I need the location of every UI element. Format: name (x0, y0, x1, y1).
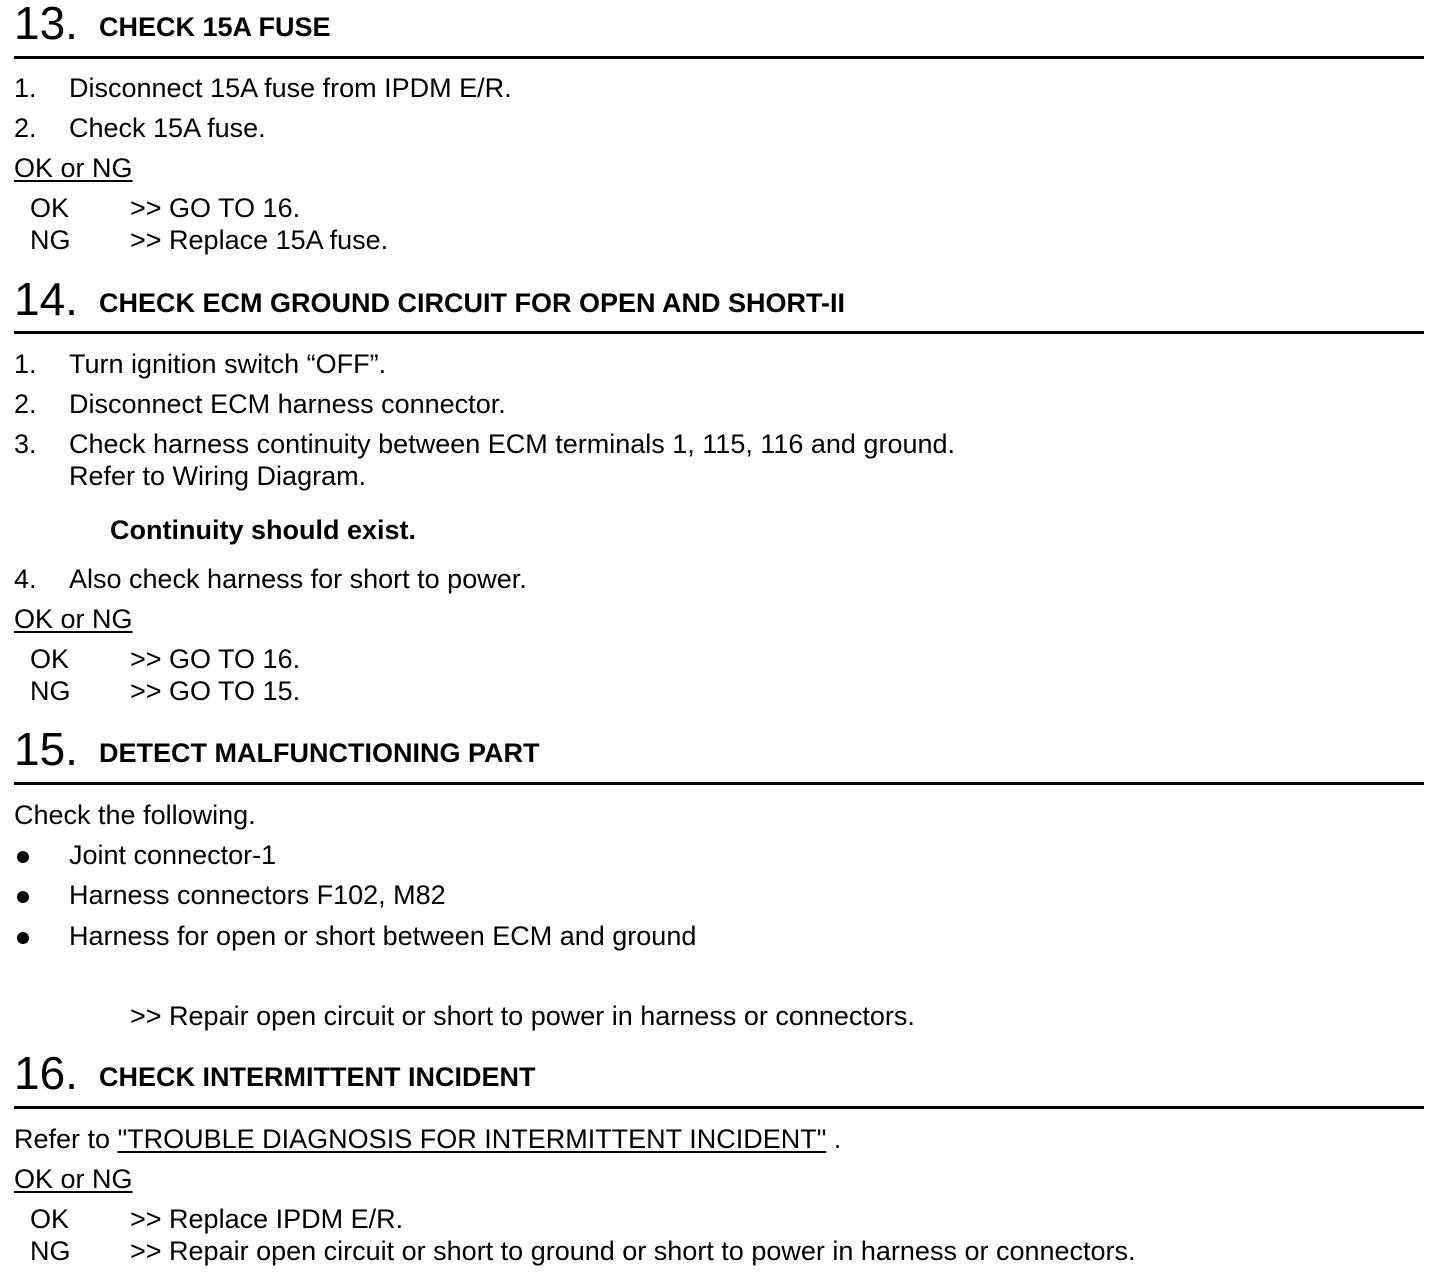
step-13-result-ng-action: >> Replace 15A fuse. (130, 225, 389, 255)
step-14-result-ok-action: >> GO TO 16. (130, 644, 301, 674)
step-16-refer-prefix: Refer to (14, 1124, 111, 1154)
step-14-item-4-number: 4. (14, 564, 37, 594)
step-14-result-ok-code: OK (30, 644, 70, 674)
step-16-divider (14, 1106, 1424, 1109)
step-16-number: 16. (14, 1047, 78, 1099)
step-15-divider (14, 782, 1424, 785)
step-13-item-2-text: Check 15A fuse. (69, 113, 266, 143)
step-14-divider (14, 331, 1424, 334)
step-13-item-1-text: Disconnect 15A fuse from IPDM E/R. (69, 73, 512, 103)
step-13-ok-ng-label: OK or NG (14, 153, 133, 183)
step-14-item-1-number: 1. (14, 349, 37, 379)
step-14-item-3-number: 3. (14, 429, 37, 459)
bullet-icon (17, 851, 29, 863)
step-16-result-ok-action: >> Replace IPDM E/R. (130, 1204, 404, 1234)
step-14-item-2-number: 2. (14, 389, 37, 419)
step-16-ok-ng-label: OK or NG (14, 1164, 133, 1194)
step-15-bullet-3: Harness for open or short between ECM and ground (69, 921, 697, 951)
step-15-result: >> Repair open circuit or short to power in harness or connectors. (130, 1001, 915, 1031)
step-14-item-2-text: Disconnect ECM harness connector. (69, 389, 506, 419)
step-13-divider (14, 56, 1424, 59)
step-16-title: CHECK INTERMITTENT INCIDENT (99, 1062, 536, 1092)
step-14-result-ng-code: NG (30, 676, 71, 706)
bullet-icon (17, 891, 29, 903)
step-15-bullet-1: Joint connector-1 (69, 840, 277, 870)
step-15-intro: Check the following. (14, 800, 256, 830)
step-14-item-3-text: Check harness continuity between ECM terminals 1, 115, 116 and ground. (69, 429, 956, 459)
step-14-title: CHECK ECM GROUND CIRCUIT FOR OPEN AND SHORT-II (99, 288, 846, 318)
step-13-result-ok-action: >> GO TO 16. (130, 193, 301, 223)
step-14-item-3-text-line2: Refer to Wiring Diagram. (69, 461, 367, 491)
step-15-number: 15. (14, 723, 78, 775)
step-16-refer-line (14, 1124, 841, 1154)
step-14-number: 14. (14, 273, 78, 325)
step-16-result-ok-code: OK (30, 1204, 70, 1234)
step-16-refer-suffix: . (833, 1124, 842, 1154)
step-14-result-ng-action: >> GO TO 15. (130, 676, 301, 706)
step-13-title: CHECK 15A FUSE (99, 12, 331, 42)
step-14-ok-ng-label: OK or NG (14, 604, 133, 634)
trouble-diagnosis-link[interactable]: "TROUBLE DIAGNOSIS FOR INTERMITTENT INCIDENT" (117, 1124, 827, 1154)
step-13-item-2-number: 2. (14, 113, 37, 143)
step-13-result-ng-code: NG (30, 225, 71, 255)
step-13-number: 13. (14, 0, 78, 49)
step-13-result-ok-code: OK (30, 193, 70, 223)
step-13-item-1-number: 1. (14, 73, 37, 103)
bullet-icon (17, 932, 29, 944)
step-15-title: DETECT MALFUNCTIONING PART (99, 738, 540, 768)
step-14-item-1-text: Turn ignition switch “OFF”. (69, 349, 387, 379)
step-15-bullet-2: Harness connectors F102, M82 (69, 880, 446, 910)
step-14-item-4-text: Also check harness for short to power. (69, 564, 527, 594)
step-16-result-ng-code: NG (30, 1236, 71, 1266)
step-16-result-ng-action: >> Repair open circuit or short to ground or short to power in harness or connectors. (130, 1236, 1136, 1266)
step-14-spec: Continuity should exist. (110, 515, 417, 545)
